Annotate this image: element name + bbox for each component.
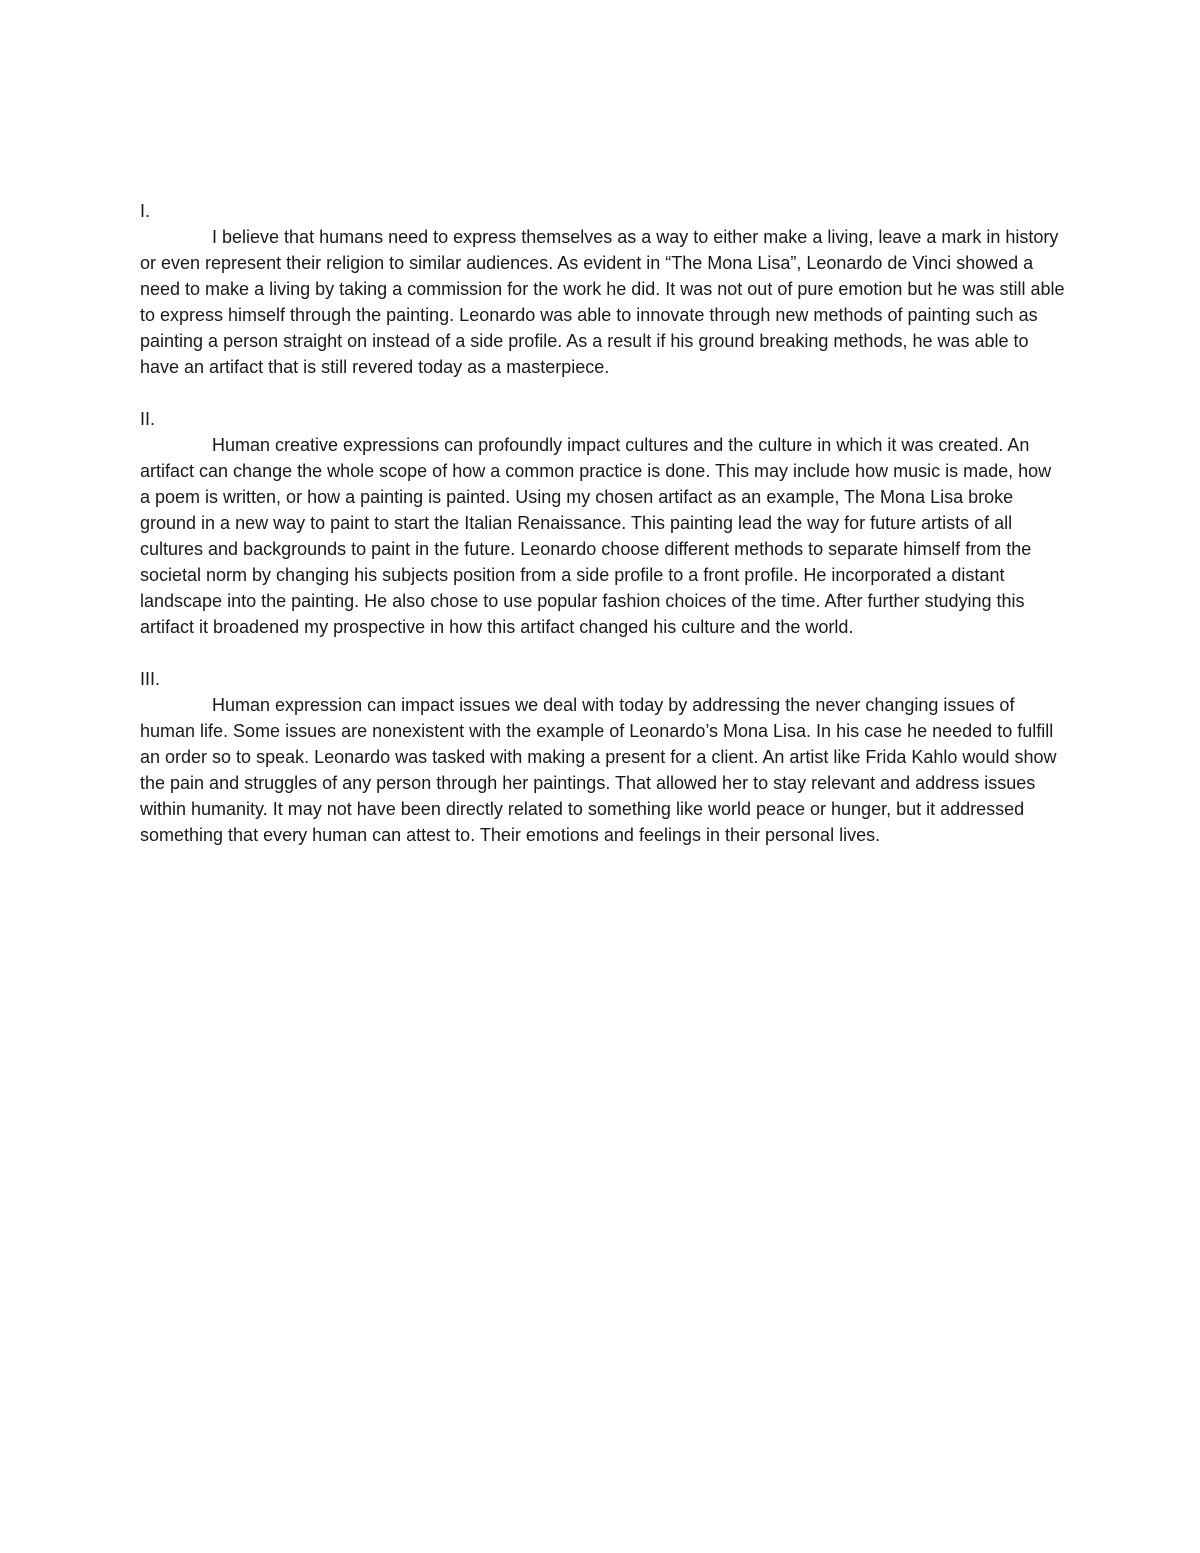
section-2 <box>140 406 1065 640</box>
section-numeral: III. <box>140 669 161 689</box>
section-paragraph: I believe that humans need to express themselves as a way to either make a living, leave a mark in history or even represent their religion to similar audiences. As evident in “The Mona Lisa”, Leonardo de Vinci showed a need to make a living by taking a commission for the work he did. It was not out of pure emotion but he was still able to express himself through the painting. Leonardo was able to innovate through new methods of painting such as painting a person straight on instead of a side profile. As a result if his ground breaking methods, he was able to have an artifact that is still revered today as a masterpiece. <box>140 227 1065 377</box>
section-paragraph: Human expression can impact issues we deal with today by addressing the never changing issues of human life. Some issues are nonexistent with the example of Leonardo’s Mona Lisa. In his case he needed to fulfill an order so to speak. Leonardo was tasked with making a present for a client. An artist like Frida Kahlo would show the pain and struggles of any person through her paintings. That allowed her to stay relevant and address issues within humanity. It may not have been directly related to something like world peace or hunger, but it addressed something that every human can attest to. Their emotions and feelings in their personal lives. <box>140 695 1057 845</box>
section-numeral: II. <box>140 409 156 429</box>
section-1 <box>140 198 1065 380</box>
section-3 <box>140 666 1065 848</box>
section-paragraph: Human creative expressions can profoundly impact cultures and the culture in which it was created. An artifact can change the whole scope of how a common practice is done. This may include how music is made, how a poem is written, or how a painting is painted. Using my chosen artifact as an example, The Mona Lisa broke ground in a new way to paint to start the Italian Renaissance. This painting lead the way for future artists of all cultures and backgrounds to paint in the future. Leonardo choose different methods to separate himself from the societal norm by changing his subjects position from a side profile to a front profile. He incorporated a distant landscape into the painting. He also chose to use popular fashion choices of the time. After further studying this artifact it broadened my prospective in how this artifact changed his culture and the world. <box>140 435 1052 637</box>
section-numeral: I. <box>140 201 151 221</box>
document-body <box>140 198 1065 874</box>
